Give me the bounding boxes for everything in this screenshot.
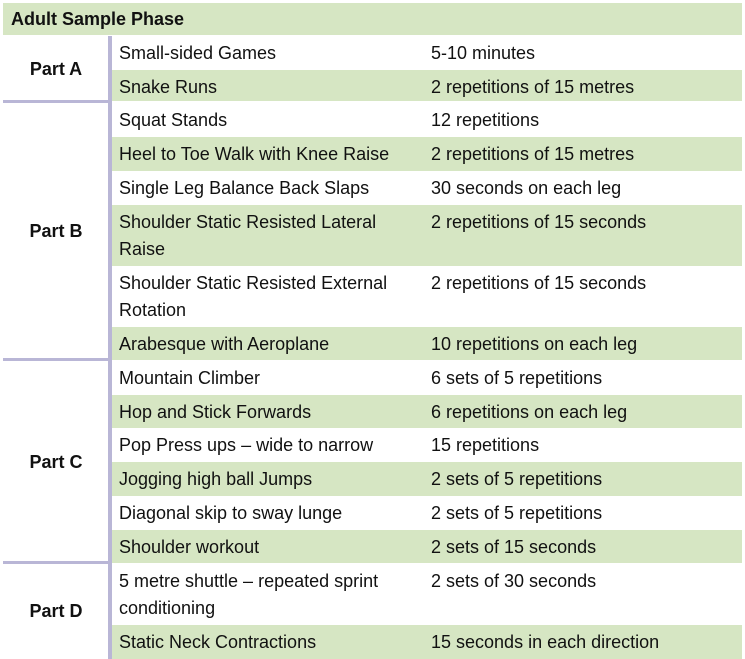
dose-cell: 6 repetitions on each leg: [431, 402, 628, 422]
exercise-cell: Heel to Toe Walk with Knee Raise: [119, 144, 390, 164]
exercise-cell: Pop Press ups – wide to narrow: [119, 435, 374, 455]
table-row: [112, 327, 742, 360]
exercise-cell: Shoulder Static Resisted Lateral Raise: [119, 212, 377, 259]
dose-cell: 10 repetitions on each leg: [431, 334, 638, 354]
dose-cell: 6 sets of 5 repetitions: [431, 368, 603, 388]
table-row: [112, 171, 742, 205]
exercise-cell: Shoulder workout: [119, 537, 260, 557]
table-row: [112, 361, 742, 395]
table-row: [112, 496, 742, 530]
exercise-cell: Small-sided Games: [119, 43, 277, 63]
table-row: [112, 428, 742, 462]
table-row: [112, 137, 742, 171]
dose-cell: 2 repetitions of 15 seconds: [431, 212, 647, 232]
table-row: [112, 625, 742, 659]
dose-cell: 2 sets of 5 repetitions: [431, 469, 603, 489]
table-row: [112, 462, 742, 496]
dose-cell: 5-10 minutes: [431, 43, 536, 63]
exercise-cell: Single Leg Balance Back Slaps: [119, 178, 370, 198]
dose-cell: 2 sets of 30 seconds: [431, 571, 597, 591]
dose-cell: 2 repetitions of 15 metres: [431, 144, 635, 164]
table-row: [112, 205, 742, 266]
exercise-cell: Mountain Climber: [119, 368, 261, 388]
dose-cell: 2 repetitions of 15 seconds: [431, 273, 647, 293]
exercise-cell: Snake Runs: [119, 77, 218, 97]
part-c-label: Part C: [29, 451, 83, 472]
dose-cell: 2 sets of 5 repetitions: [431, 503, 603, 523]
table-row: [112, 70, 742, 101]
exercise-cell: Diagonal skip to sway lunge: [119, 503, 343, 523]
table-row: [112, 103, 742, 137]
dose-cell: 15 repetitions: [431, 435, 540, 455]
table-row: [112, 266, 742, 327]
exercise-cell: Shoulder Static Resisted External Rotation: [119, 273, 388, 320]
part-a-label: Part A: [29, 58, 83, 79]
exercise-cell: Squat Stands: [119, 110, 228, 130]
exercise-cell: 5 metre shuttle – repeated sprint conditioning: [119, 571, 379, 618]
table-row: [112, 36, 742, 70]
table-row: [112, 564, 742, 625]
exercise-cell: Static Neck Contractions: [119, 632, 317, 652]
dose-cell: 12 repetitions: [431, 110, 540, 130]
part-d-label: Part D: [29, 601, 83, 621]
table-row: [112, 530, 742, 563]
dose-cell: 2 repetitions of 15 metres: [431, 77, 635, 97]
part-b-label: Part B: [29, 221, 83, 241]
table-row: [112, 395, 742, 428]
exercise-cell: Hop and Stick Forwards: [119, 402, 312, 422]
dose-cell: 2 sets of 15 seconds: [431, 537, 597, 557]
exercise-cell: Arabesque with Aeroplane: [119, 334, 330, 354]
dose-cell: 15 seconds in each direction: [431, 632, 660, 652]
table-title: Adult Sample Phase: [3, 3, 742, 35]
dose-cell: 30 seconds on each leg: [431, 178, 622, 198]
exercise-cell: Jogging high ball Jumps: [119, 469, 313, 489]
